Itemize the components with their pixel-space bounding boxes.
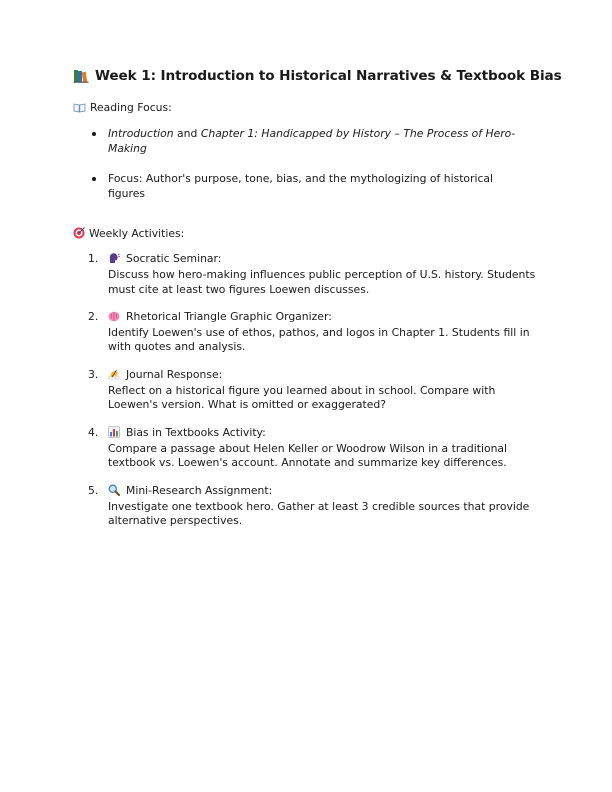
item-number: 2. bbox=[88, 309, 99, 323]
item-number: 1. bbox=[88, 252, 99, 265]
activity-title: Socratic Seminar: bbox=[126, 252, 222, 265]
introduction-title: Introduction bbox=[108, 127, 174, 140]
reading-focus-list bbox=[90, 127, 530, 201]
activity-heading bbox=[108, 368, 541, 384]
list-item bbox=[90, 127, 530, 156]
reading-focus-heading bbox=[73, 101, 172, 116]
chapter-title: Chapter 1: Handicapped by History – The Process of Hero-Making bbox=[108, 127, 516, 155]
activity-description: Compare a passage about Helen Keller or Woodrow Wilson in a traditional textbook vs. Loewen's account. Annotate and summarize key differences. bbox=[108, 441, 508, 470]
writing-hand-icon bbox=[108, 368, 120, 384]
weekly-activities-label: Weekly Activities: bbox=[89, 227, 185, 240]
page-title bbox=[73, 68, 562, 87]
connector-text: and bbox=[173, 127, 201, 140]
activity-item bbox=[86, 368, 541, 413]
activities-list bbox=[86, 252, 541, 528]
open-book-icon bbox=[73, 102, 86, 116]
speaking-head-icon bbox=[108, 252, 120, 268]
activity-description: Discuss how hero-making influences public perception of U.S. history. Students must cite at least two figures Loewen discusses. bbox=[108, 268, 536, 296]
item-number: 3. bbox=[88, 367, 99, 381]
page-title-text: Week 1: Introduction to Historical Narratives & Textbook Bias bbox=[95, 68, 562, 84]
activity-description: Reflect on a historical figure you learned about in school. Compare with Loewen's version. What is omitted or exaggerated? bbox=[108, 384, 496, 412]
list-item bbox=[90, 172, 530, 201]
activity-heading bbox=[108, 484, 541, 500]
activity-item bbox=[86, 310, 541, 355]
focus-text: Focus: Author's purpose, tone, bias, and the mythologizing of historical figures bbox=[108, 172, 494, 200]
activity-title: Bias in Textbooks Activity: bbox=[126, 425, 266, 439]
magnifying-glass-icon bbox=[108, 484, 120, 500]
item-number: 5. bbox=[88, 483, 99, 497]
activity-title: Journal Response: bbox=[126, 367, 223, 381]
activity-description: Investigate one textbook hero. Gather at least 3 credible sources that provide alternative perspectives. bbox=[108, 499, 530, 528]
target-icon bbox=[73, 227, 85, 242]
activity-title: Mini-Research Assignment: bbox=[126, 483, 273, 497]
activity-description: Identify Loewen's use of ethos, pathos, and logos in Chapter 1. Students fill in with quotes and analysis. bbox=[108, 326, 530, 354]
activity-item bbox=[86, 484, 541, 529]
item-number: 4. bbox=[88, 425, 99, 439]
activity-title: Rhetorical Triangle Graphic Organizer: bbox=[126, 309, 332, 323]
activity-heading bbox=[108, 252, 541, 268]
activity-heading bbox=[108, 426, 541, 442]
bar-chart-icon bbox=[108, 426, 120, 442]
books-icon bbox=[73, 69, 89, 87]
weekly-activities-heading bbox=[73, 227, 184, 242]
activity-item bbox=[86, 252, 541, 297]
brain-icon bbox=[108, 311, 120, 326]
reading-focus-label: Reading Focus: bbox=[90, 101, 172, 114]
activity-heading bbox=[108, 310, 541, 326]
activity-item bbox=[86, 426, 541, 471]
